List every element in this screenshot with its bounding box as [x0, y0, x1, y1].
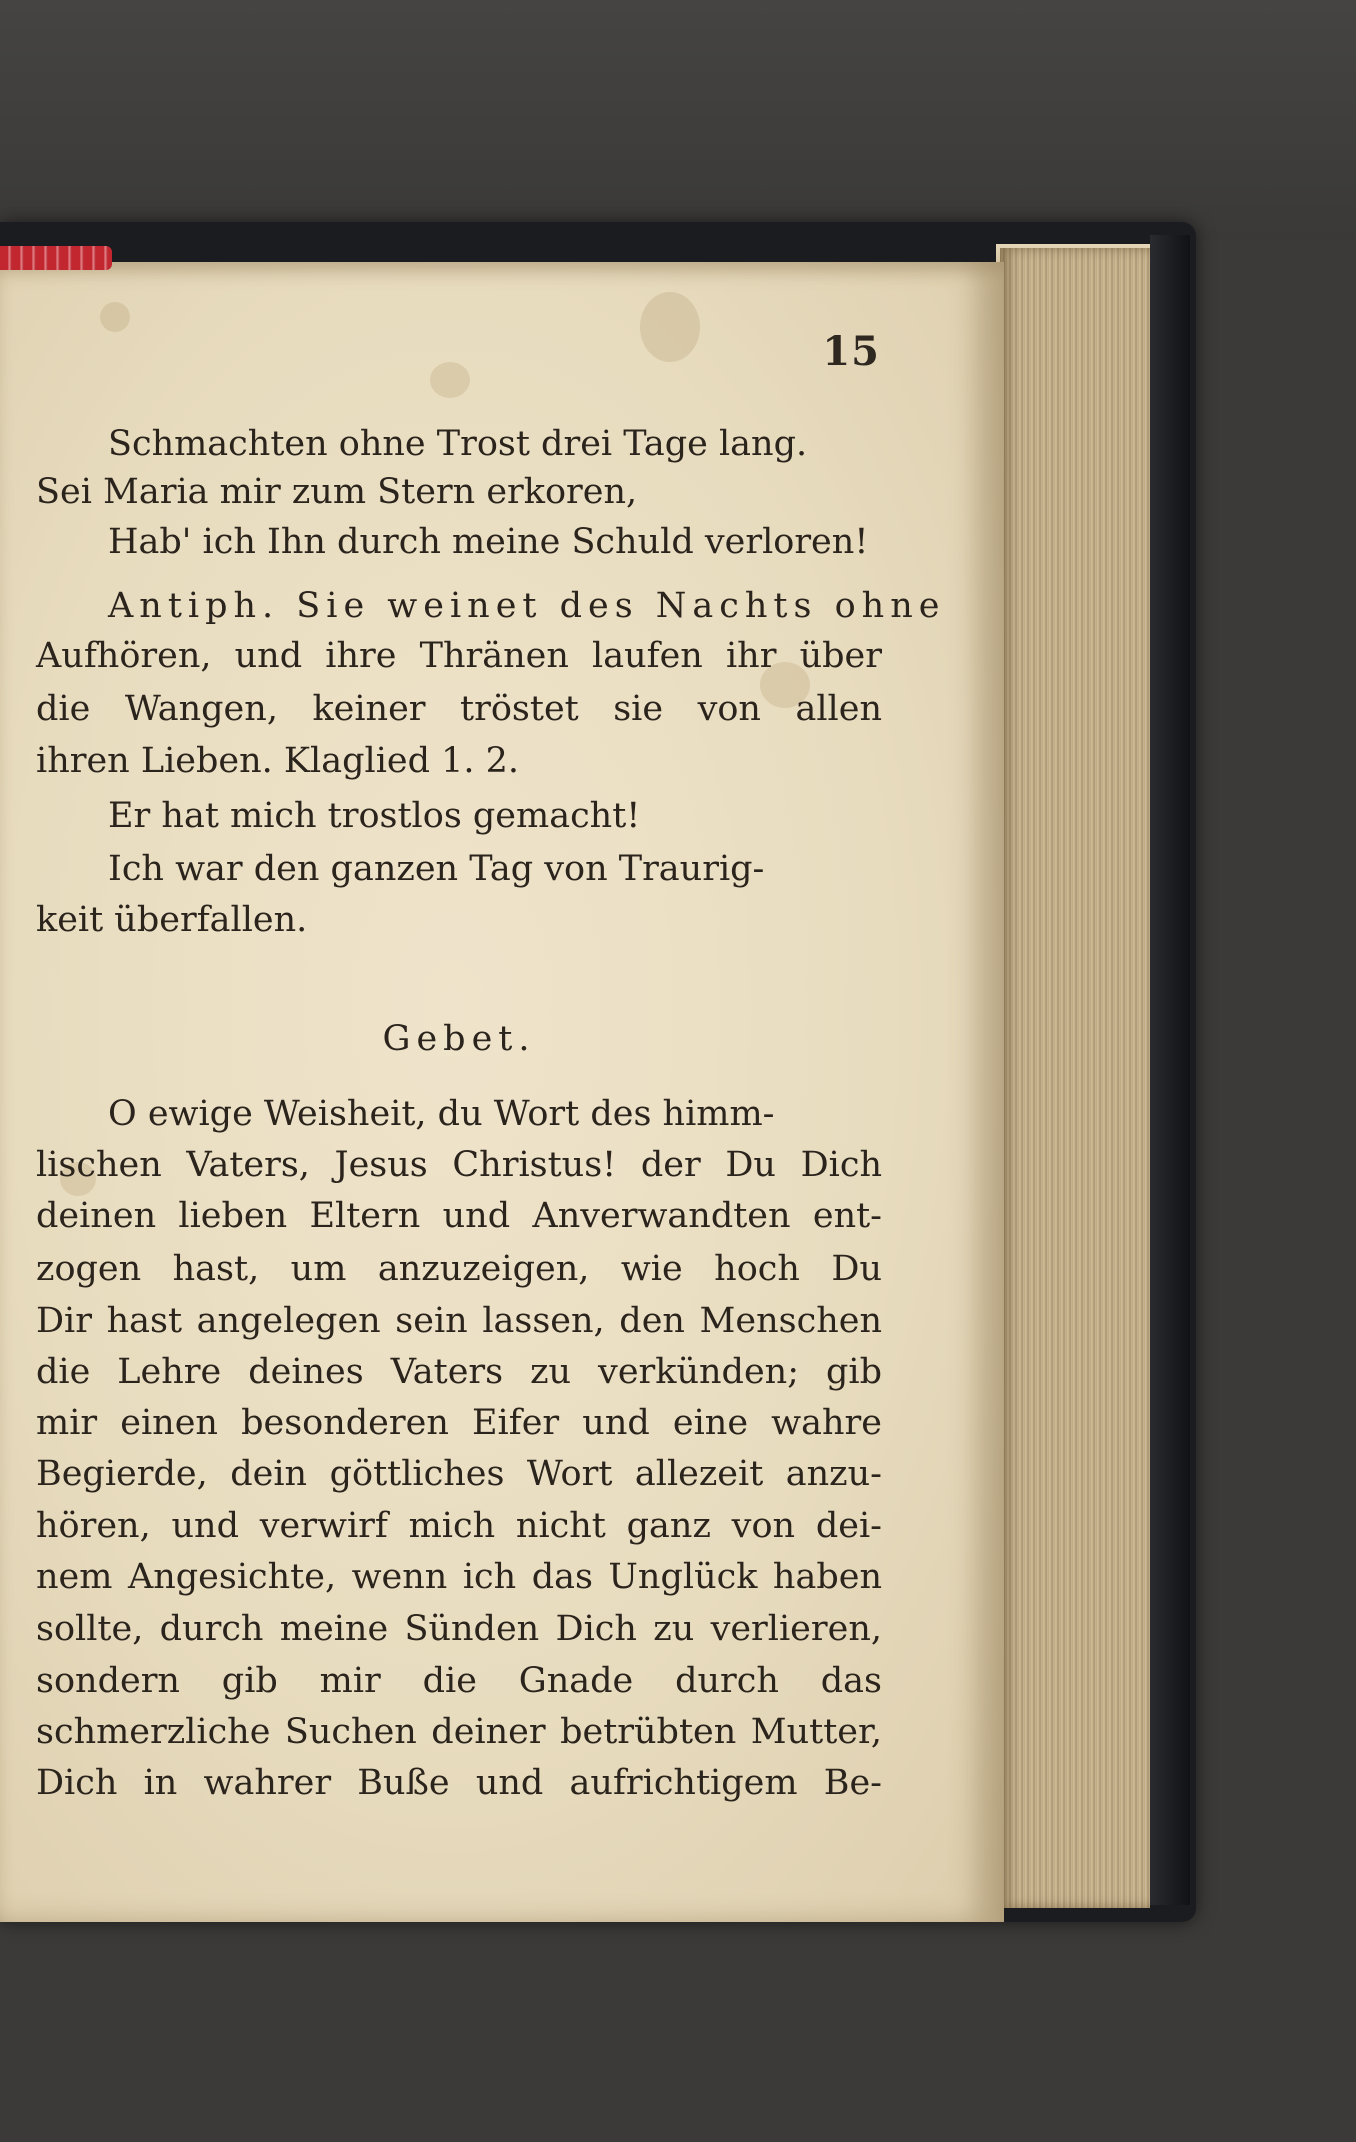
- text-line: nem Angesichte, wenn ich das Unglück haben: [36, 1557, 882, 1597]
- section-heading: Gebet.: [382, 1019, 536, 1059]
- background: [0, 0, 1356, 240]
- text-line: lischen Vaters, Jesus Christus! der Du Dich: [36, 1145, 882, 1185]
- text-line: keit überfallen.: [36, 900, 308, 940]
- text-line: Sei Maria mir zum Stern erkoren,: [36, 472, 638, 512]
- text-line: hören, und verwirf mich nicht ganz von dei-: [36, 1506, 882, 1546]
- ribbon-bookmark: [0, 246, 112, 270]
- text-line: sondern gib mir die Gnade durch das: [36, 1661, 882, 1701]
- text-line: Ich war den ganzen Tag von Traurig-: [108, 849, 765, 889]
- text-line: Antiph. Sie weinet des Nachts ohne: [108, 586, 946, 626]
- text-line: die Lehre deines Vaters zu verkünden; gib: [36, 1352, 882, 1392]
- text-line: schmerzliche Suchen deiner betrübten Mutter,: [36, 1712, 882, 1752]
- text-line: Begierde, dein göttliches Wort allezeit anzu-: [36, 1454, 882, 1494]
- text-line: Er hat mich trostlos gemacht!: [108, 796, 641, 836]
- text-line: ihren Lieben. Klaglied 1. 2.: [36, 741, 520, 781]
- text-line: mir einen besonderen Eifer und eine wahre: [36, 1403, 882, 1443]
- foxing-spot: [640, 292, 700, 362]
- page-number: 15: [822, 328, 880, 375]
- text-line: Dir hast angelegen sein lassen, den Menschen: [36, 1301, 882, 1341]
- text-line: Schmachten ohne Trost drei Tage lang.: [108, 424, 808, 464]
- text-line: die Wangen, keiner tröstet sie von allen: [36, 689, 882, 729]
- text-line: Hab' ich Ihn durch meine Schuld verloren!: [108, 522, 869, 562]
- page-edges: [1000, 248, 1150, 1908]
- text-line: sollte, durch meine Sünden Dich zu verlieren,: [36, 1609, 882, 1649]
- foxing-spot: [430, 362, 470, 398]
- text-line: Aufhören, und ihre Thränen laufen ihr über: [36, 636, 882, 676]
- foxing-spot: [100, 302, 130, 332]
- text-line: zogen hast, um anzuzeigen, wie hoch Du: [36, 1249, 882, 1289]
- text-line: O ewige Weisheit, du Wort des himm-: [108, 1094, 775, 1134]
- text-line: Dich in wahrer Buße und aufrichtigem Be-: [36, 1763, 882, 1803]
- book-cover-edge: [1150, 235, 1190, 1905]
- text-line: deinen lieben Eltern und Anverwandten ent-: [36, 1196, 882, 1236]
